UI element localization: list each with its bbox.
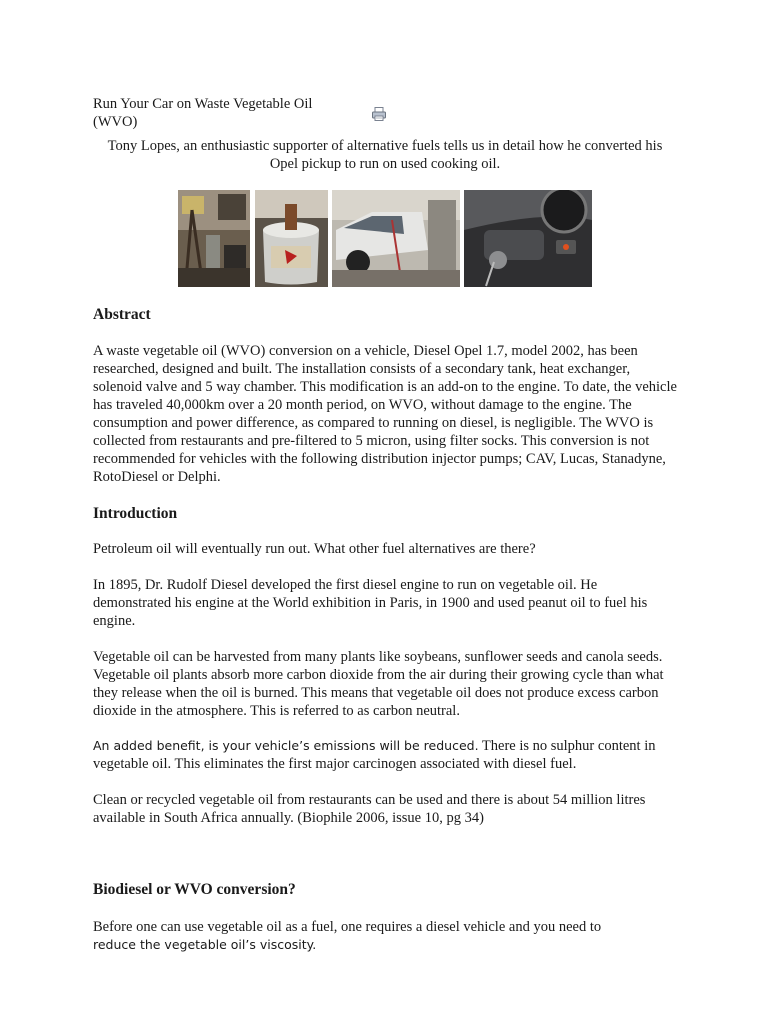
article-lead: Tony Lopes, an enthusiastic supporter of alternative fuels tells us in detail how he converted his Opel pickup to run on used cooking oil. [107, 138, 663, 172]
article-title-line2: (WVO) [93, 114, 138, 130]
emissions-sentence: An added benefit, is your vehicle’s emissions will be reduced. [93, 738, 479, 753]
conversion-line-2: reduce the vegetable oil’s viscosity. [93, 937, 317, 952]
conversion-heading: Biodiesel or WVO conversion? [93, 881, 296, 898]
article-title [93, 95, 353, 131]
sulphur-sentence: There is no sulphur content in vegetable oil. This eliminates the first major carcinogen associated with diesel fuel. [93, 738, 656, 772]
intro-paragraph-3: Vegetable oil can be harvested from many plants like soybeans, sunflower seeds and canola seeds. Vegetable oil plants absorb more carbon dioxide from the air during their growing cycle than what they release when the oil is burned. This means that vegetable oil does not produce excess carbon dioxide in the atmosphere. This is referred to as carbon neutral. [93, 649, 664, 719]
photo-dashboard-switch [464, 190, 592, 287]
conversion-paragraph-1 [93, 918, 678, 954]
intro-paragraph-1: Petroleum oil will eventually run out. What other fuel alternatives are there? [93, 541, 536, 557]
abstract-heading: Abstract [93, 306, 151, 323]
photo-garage-filter [178, 190, 250, 287]
photo-oil-tin [255, 190, 328, 287]
intro-paragraph-5: Clean or recycled vegetable oil from restaurants can be used and there is about 54 million litres available in South Africa annually. (Biophile 2006, issue 10, pg 34) [93, 792, 646, 826]
intro-paragraph-2: In 1895, Dr. Rudolf Diesel developed the first diesel engine to run on vegetable oil. He demonstrated his engine at the World exhibition in Paris, in 1900 and used peanut oil to fuel his engine. [93, 577, 648, 629]
abstract-text: A waste vegetable oil (WVO) conversion on a vehicle, Diesel Opel 1.7, model 2002, has been researched, designed and built. The installation consists of a secondary tank, heat exchanger, solenoid valve and 5 way chamber. This modification is an add-on to the engine. To date, the vehicle has traveled 40,000km over a 20 month period, on WVO, without damage to the engine. The consumption and power difference, as compared to running on diesel, is negligible. The WVO is collected from restaurants and pre-filtered to 5 micron, using filter socks. This conversion is not recommended for vehicles with the following distribution injector pumps; CAV, Lucas, Stanadyne, RotoDiesel or Delphi. [93, 343, 677, 485]
article-title-line1: Run Your Car on Waste Vegetable Oil [93, 96, 313, 112]
introduction-heading: Introduction [93, 505, 178, 522]
conversion-line-1: Before one can use vegetable oil as a fuel, one requires a diesel vehicle and you need to [93, 919, 602, 935]
photo-pickup-truck [332, 190, 460, 287]
intro-paragraph-4 [93, 737, 678, 773]
printer-icon[interactable] [371, 106, 387, 122]
